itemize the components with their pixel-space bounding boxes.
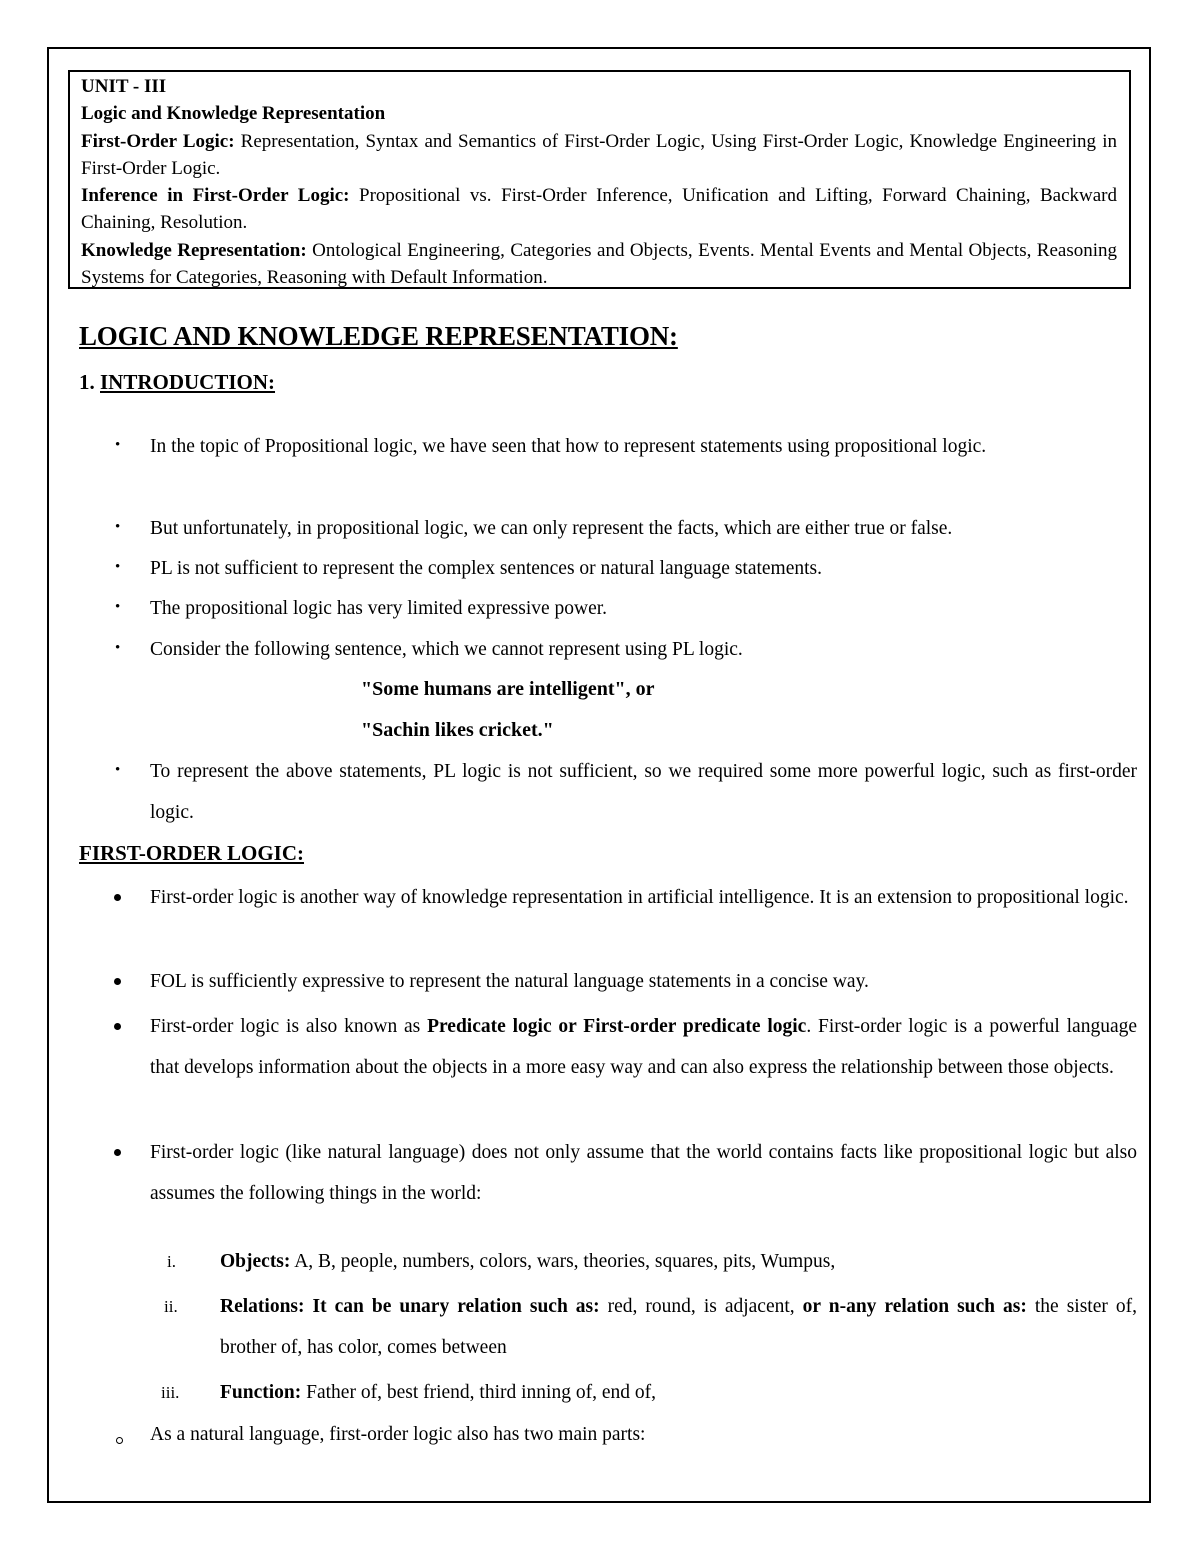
syllabus-kr-label: Knowledge Representation: (81, 239, 307, 261)
bullet-icon (114, 978, 121, 985)
syllabus-inference (81, 182, 1117, 237)
sub-item-function (220, 1372, 1137, 1413)
sub-item-text-2: the sister of, brother of, has color, comes between (220, 1296, 1137, 1358)
syllabus-kr-text: Ontological Engineering, Categories and Objects, Events. Mental Events and Mental Objects, Reasoning Systems for Categories, Reasoning with Default Information. (81, 239, 1117, 289)
syllabus-inference-label: Inference in First-Order Logic: (81, 185, 350, 207)
sub-item-number: iii. (161, 1383, 180, 1402)
sub-item-label-2: or n-any relation such as: (802, 1296, 1027, 1317)
intro-bullet-1: In the topic of Propositional logic, we have seen that how to represent statements using propositional logic. (150, 436, 987, 457)
sub-item-text: red, round, is adjacent, (599, 1296, 803, 1317)
syllabus-fol (81, 128, 1117, 183)
sub-item-objects (220, 1241, 1137, 1282)
sub-item-label: Relations: It can be unary relation such as: (220, 1296, 600, 1317)
intro-bullet-3: PL is not sufficient to represent the complex sentences or natural language statements. (150, 558, 823, 579)
sub-item-text: Father of, best friend, third inning of, end of, (301, 1382, 656, 1403)
fol-bullet-3-bold: Predicate logic or First-order predicate logic (427, 1016, 807, 1037)
intro-bullet-5: Consider the following sentence, which we cannot represent using PL logic. (150, 639, 743, 660)
bullet-icon: • (115, 640, 121, 656)
syllabus-fol-label: First-Order Logic: (81, 130, 235, 152)
fol-bullet-2: FOL is sufficiently expressive to represent the natural language statements in a concise way. (150, 971, 869, 992)
syllabus-box (68, 70, 1131, 289)
syllabus-kr (81, 237, 1117, 292)
intro-bullet-4: The propositional logic has very limited expressive power. (150, 598, 608, 619)
bullet-icon (114, 894, 121, 901)
intro-number: 1. (79, 370, 100, 394)
unit-title: Logic and Knowledge Representation (81, 103, 386, 125)
fol-bullet-3-pre: First-order logic is also known as (150, 1016, 428, 1037)
quote-1: "Some humans are intelligent", or (361, 678, 655, 700)
sub-item-number: i. (167, 1252, 176, 1271)
sub-item-label: Function: (220, 1382, 302, 1403)
intro-heading (79, 370, 275, 395)
intro-heading-text: INTRODUCTION: (100, 370, 276, 394)
fol-bullet-3-post: . First-order logic is a powerful language that develops information about the objects in a more easy way and can also express the relationship between those objects. (150, 1016, 1138, 1078)
bullet-icon: • (115, 437, 121, 453)
sub-item-number: ii. (164, 1297, 178, 1316)
bullet-icon: • (115, 559, 121, 575)
bullet-icon (114, 1023, 121, 1030)
fol-heading: FIRST-ORDER LOGIC: (79, 841, 305, 865)
sub-item-text: A, B, people, numbers, colors, wars, theories, squares, pits, Wumpus, (290, 1251, 836, 1272)
main-heading: LOGIC AND KNOWLEDGE REPRESENTATION: (79, 321, 678, 351)
syllabus-fol-text: Representation, Syntax and Semantics of First-Order Logic, Using First-Order Logic, Knowledge Engineering in First-Order Logic. (81, 130, 1117, 179)
circle-bullet-icon (116, 1437, 123, 1444)
sub-item-relations (220, 1286, 1137, 1368)
fol-last-item: As a natural language, first-order logic also has two main parts: (150, 1424, 646, 1445)
intro-bullet-6: To represent the above statements, PL logic is not sufficient, so we required some more powerful logic, such as first-order logic. (150, 761, 1137, 823)
sub-item-label: Objects: (220, 1251, 291, 1272)
fol-bullet-1: First-order logic is another way of knowledge representation in artificial intelligence. It is an extension to propositional logic. (150, 887, 1129, 908)
bullet-icon: • (115, 519, 121, 535)
fol-bullet-4: First-order logic (like natural language) does not only assume that the world contains facts like propositional logic but also assumes the following things in the world: (150, 1142, 1137, 1204)
quote-2: "Sachin likes cricket." (361, 719, 554, 741)
bullet-icon: • (115, 599, 121, 615)
unit-label: UNIT - III (81, 76, 167, 97)
syllabus-inference-text: Propositional vs. First-Order Inference, Unification and Lifting, Forward Chaining, Backward Chaining, Resolution. (81, 185, 1118, 234)
bullet-icon (114, 1149, 121, 1156)
intro-bullet-2: But unfortunately, in propositional logic, we can only represent the facts, which are either true or false. (150, 518, 953, 539)
bullet-icon: • (115, 762, 121, 778)
fol-bullet-3 (150, 1006, 1137, 1088)
